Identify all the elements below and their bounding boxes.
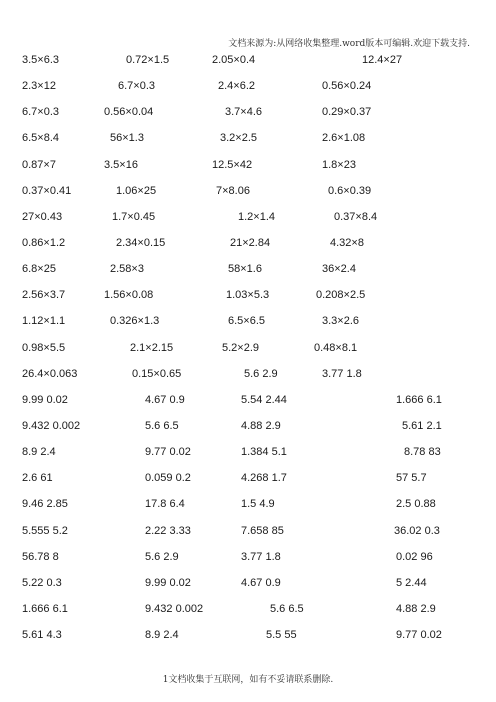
exercise-row [0, 159, 496, 185]
exercise-item: 0.059 0.2 [145, 472, 191, 485]
exercise-item: 26.4×0.063 [22, 367, 78, 380]
exercise-item: 5.2×2.9 [222, 341, 260, 354]
exercise-item: 1.2×1.4 [238, 210, 276, 223]
exercise-row [0, 525, 496, 551]
exercise-item: 1.03×5.3 [226, 289, 270, 302]
exercise-row [0, 315, 496, 341]
exercise-item: 0.72×1.5 [126, 54, 170, 66]
exercise-item: 57 5.7 [396, 472, 427, 485]
exercise-item: 1.56×0.08 [104, 289, 154, 302]
exercise-item: 58×1.6 [228, 263, 262, 276]
exercise-item: 2.22 3.33 [145, 524, 191, 537]
exercise-item: 21×2.84 [230, 236, 271, 249]
exercise-item: 5.22 0.3 [22, 576, 62, 589]
exercise-item: 5.555 5.2 [22, 524, 68, 537]
exercise-item: 56×1.3 [110, 132, 144, 145]
exercise-item: 2.5 0.88 [396, 498, 436, 511]
exercise-item: 6.7×0.3 [22, 106, 60, 119]
exercise-item: 1.666 6.1 [22, 602, 68, 615]
exercise-item: 0.6×0.39 [328, 184, 372, 197]
exercise-item: 6.5×6.5 [228, 315, 266, 328]
footer-note: 1文档收集于互联网，如有不妥请联系删除. [162, 675, 334, 685]
exercise-item: 2.4×6.2 [218, 80, 256, 93]
exercise-row [0, 420, 496, 446]
exercise-item: 1.06×25 [116, 184, 157, 197]
exercise-item: 3.77 1.8 [322, 367, 362, 380]
exercise-item: 8.9 2.4 [145, 629, 179, 642]
exercise-item: 5.54 2.44 [241, 393, 287, 406]
exercise-row [0, 446, 496, 472]
exercise-row [0, 80, 496, 106]
exercise-list [0, 54, 496, 655]
exercise-item: 5.61 2.1 [402, 419, 442, 432]
exercise-item: 0.37×0.41 [22, 184, 72, 197]
exercise-item: 0.86×1.2 [22, 236, 66, 249]
exercise-item: 8.78 83 [404, 446, 441, 459]
exercise-row [0, 342, 496, 368]
exercise-item: 9.77 0.02 [145, 446, 191, 459]
exercise-item: 1.5 4.9 [241, 498, 275, 511]
exercise-item: 2.58×3 [110, 263, 144, 276]
exercise-item: 0.56×0.04 [104, 106, 154, 119]
exercise-item: 3.2×2.5 [220, 132, 258, 145]
exercise-item: 2.05×0.4 [212, 54, 256, 66]
exercise-item: 2.6 61 [22, 472, 53, 485]
exercise-item: 9.77 0.02 [396, 629, 442, 642]
exercise-item: 2.34×0.15 [116, 236, 166, 249]
exercise-item: 5 2.44 [396, 576, 427, 589]
exercise-item: 8.9 2.4 [22, 446, 56, 459]
exercise-item: 0.15×0.65 [132, 367, 182, 380]
exercise-item: 4.88 2.9 [241, 419, 281, 432]
exercise-item: 3.5×6.3 [22, 54, 60, 66]
exercise-item: 5.6 6.5 [145, 419, 179, 432]
exercise-item: 7×8.06 [216, 184, 250, 197]
exercise-row [0, 54, 496, 80]
exercise-item: 17.8 6.4 [145, 498, 185, 511]
exercise-item: 6.7×0.3 [118, 80, 156, 93]
exercise-row [0, 551, 496, 577]
exercise-item: 3.3×2.6 [322, 315, 360, 328]
exercise-item: 4.32×8 [330, 236, 364, 249]
exercise-item: 1.12×1.1 [22, 315, 66, 328]
exercise-item: 0.326×1.3 [110, 315, 160, 328]
exercise-item: 9.99 0.02 [22, 393, 68, 406]
exercise-item: 5.61 4.3 [22, 629, 62, 642]
exercise-item: 0.87×7 [22, 158, 56, 171]
exercise-item: 4.268 1.7 [241, 472, 287, 485]
exercise-row [0, 603, 496, 629]
exercise-item: 0.48×8.1 [314, 341, 358, 354]
exercise-item: 12.4×27 [362, 54, 403, 66]
exercise-item: 36.02 0.3 [394, 524, 440, 537]
header-note: 文档来源为:从网络收集整理.word版本可编辑.欢迎下载支持. [228, 39, 470, 49]
exercise-item: 3.7×4.6 [225, 106, 263, 119]
exercise-item: 5.6 2.9 [145, 550, 179, 563]
exercise-item: 9.432 0.002 [145, 602, 204, 615]
exercise-item: 2.3×12 [22, 80, 56, 93]
exercise-item: 2.56×3.7 [22, 289, 66, 302]
exercise-item: 5.6 2.9 [244, 367, 278, 380]
exercise-row [0, 368, 496, 394]
exercise-item: 1.8×23 [322, 158, 356, 171]
exercise-item: 2.1×2.15 [130, 341, 174, 354]
exercise-item: 3.77 1.8 [241, 550, 281, 563]
exercise-row [0, 577, 496, 603]
exercise-item: 0.98×5.5 [22, 341, 66, 354]
exercise-item: 0.37×8.4 [334, 210, 378, 223]
exercise-row [0, 289, 496, 315]
exercise-row [0, 263, 496, 289]
exercise-item: 56.78 8 [22, 550, 59, 563]
exercise-row [0, 498, 496, 524]
exercise-item: 0.29×0.37 [322, 106, 372, 119]
exercise-item: 3.5×16 [104, 158, 138, 171]
exercise-item: 9.432 0.002 [22, 419, 81, 432]
exercise-item: 9.46 2.85 [22, 498, 68, 511]
exercise-row [0, 237, 496, 263]
exercise-item: 1.7×0.45 [112, 210, 156, 223]
exercise-item: 0.56×0.24 [322, 80, 372, 93]
exercise-item: 1.666 6.1 [396, 393, 442, 406]
exercise-item: 5.6 6.5 [270, 602, 304, 615]
exercise-row [0, 106, 496, 132]
exercise-row [0, 472, 496, 498]
exercise-item: 0.208×2.5 [316, 289, 366, 302]
exercise-item: 7.658 85 [241, 524, 284, 537]
exercise-item: 4.67 0.9 [241, 576, 281, 589]
exercise-item: 1.384 5.1 [241, 446, 287, 459]
exercise-row [0, 185, 496, 211]
exercise-item: 9.99 0.02 [145, 576, 191, 589]
exercise-row [0, 132, 496, 158]
exercise-item: 5.5 55 [266, 629, 297, 642]
exercise-row [0, 629, 496, 655]
exercise-item: 27×0.43 [22, 210, 63, 223]
exercise-item: 12.5×42 [212, 158, 253, 171]
exercise-item: 6.8×25 [22, 263, 56, 276]
exercise-row [0, 211, 496, 237]
exercise-item: 4.67 0.9 [145, 393, 185, 406]
exercise-item: 36×2.4 [322, 263, 356, 276]
exercise-item: 6.5×8.4 [22, 132, 60, 145]
exercise-row [0, 394, 496, 420]
exercise-item: 0.02 96 [396, 550, 433, 563]
exercise-item: 4.88 2.9 [396, 602, 436, 615]
exercise-item: 2.6×1.08 [322, 132, 366, 145]
